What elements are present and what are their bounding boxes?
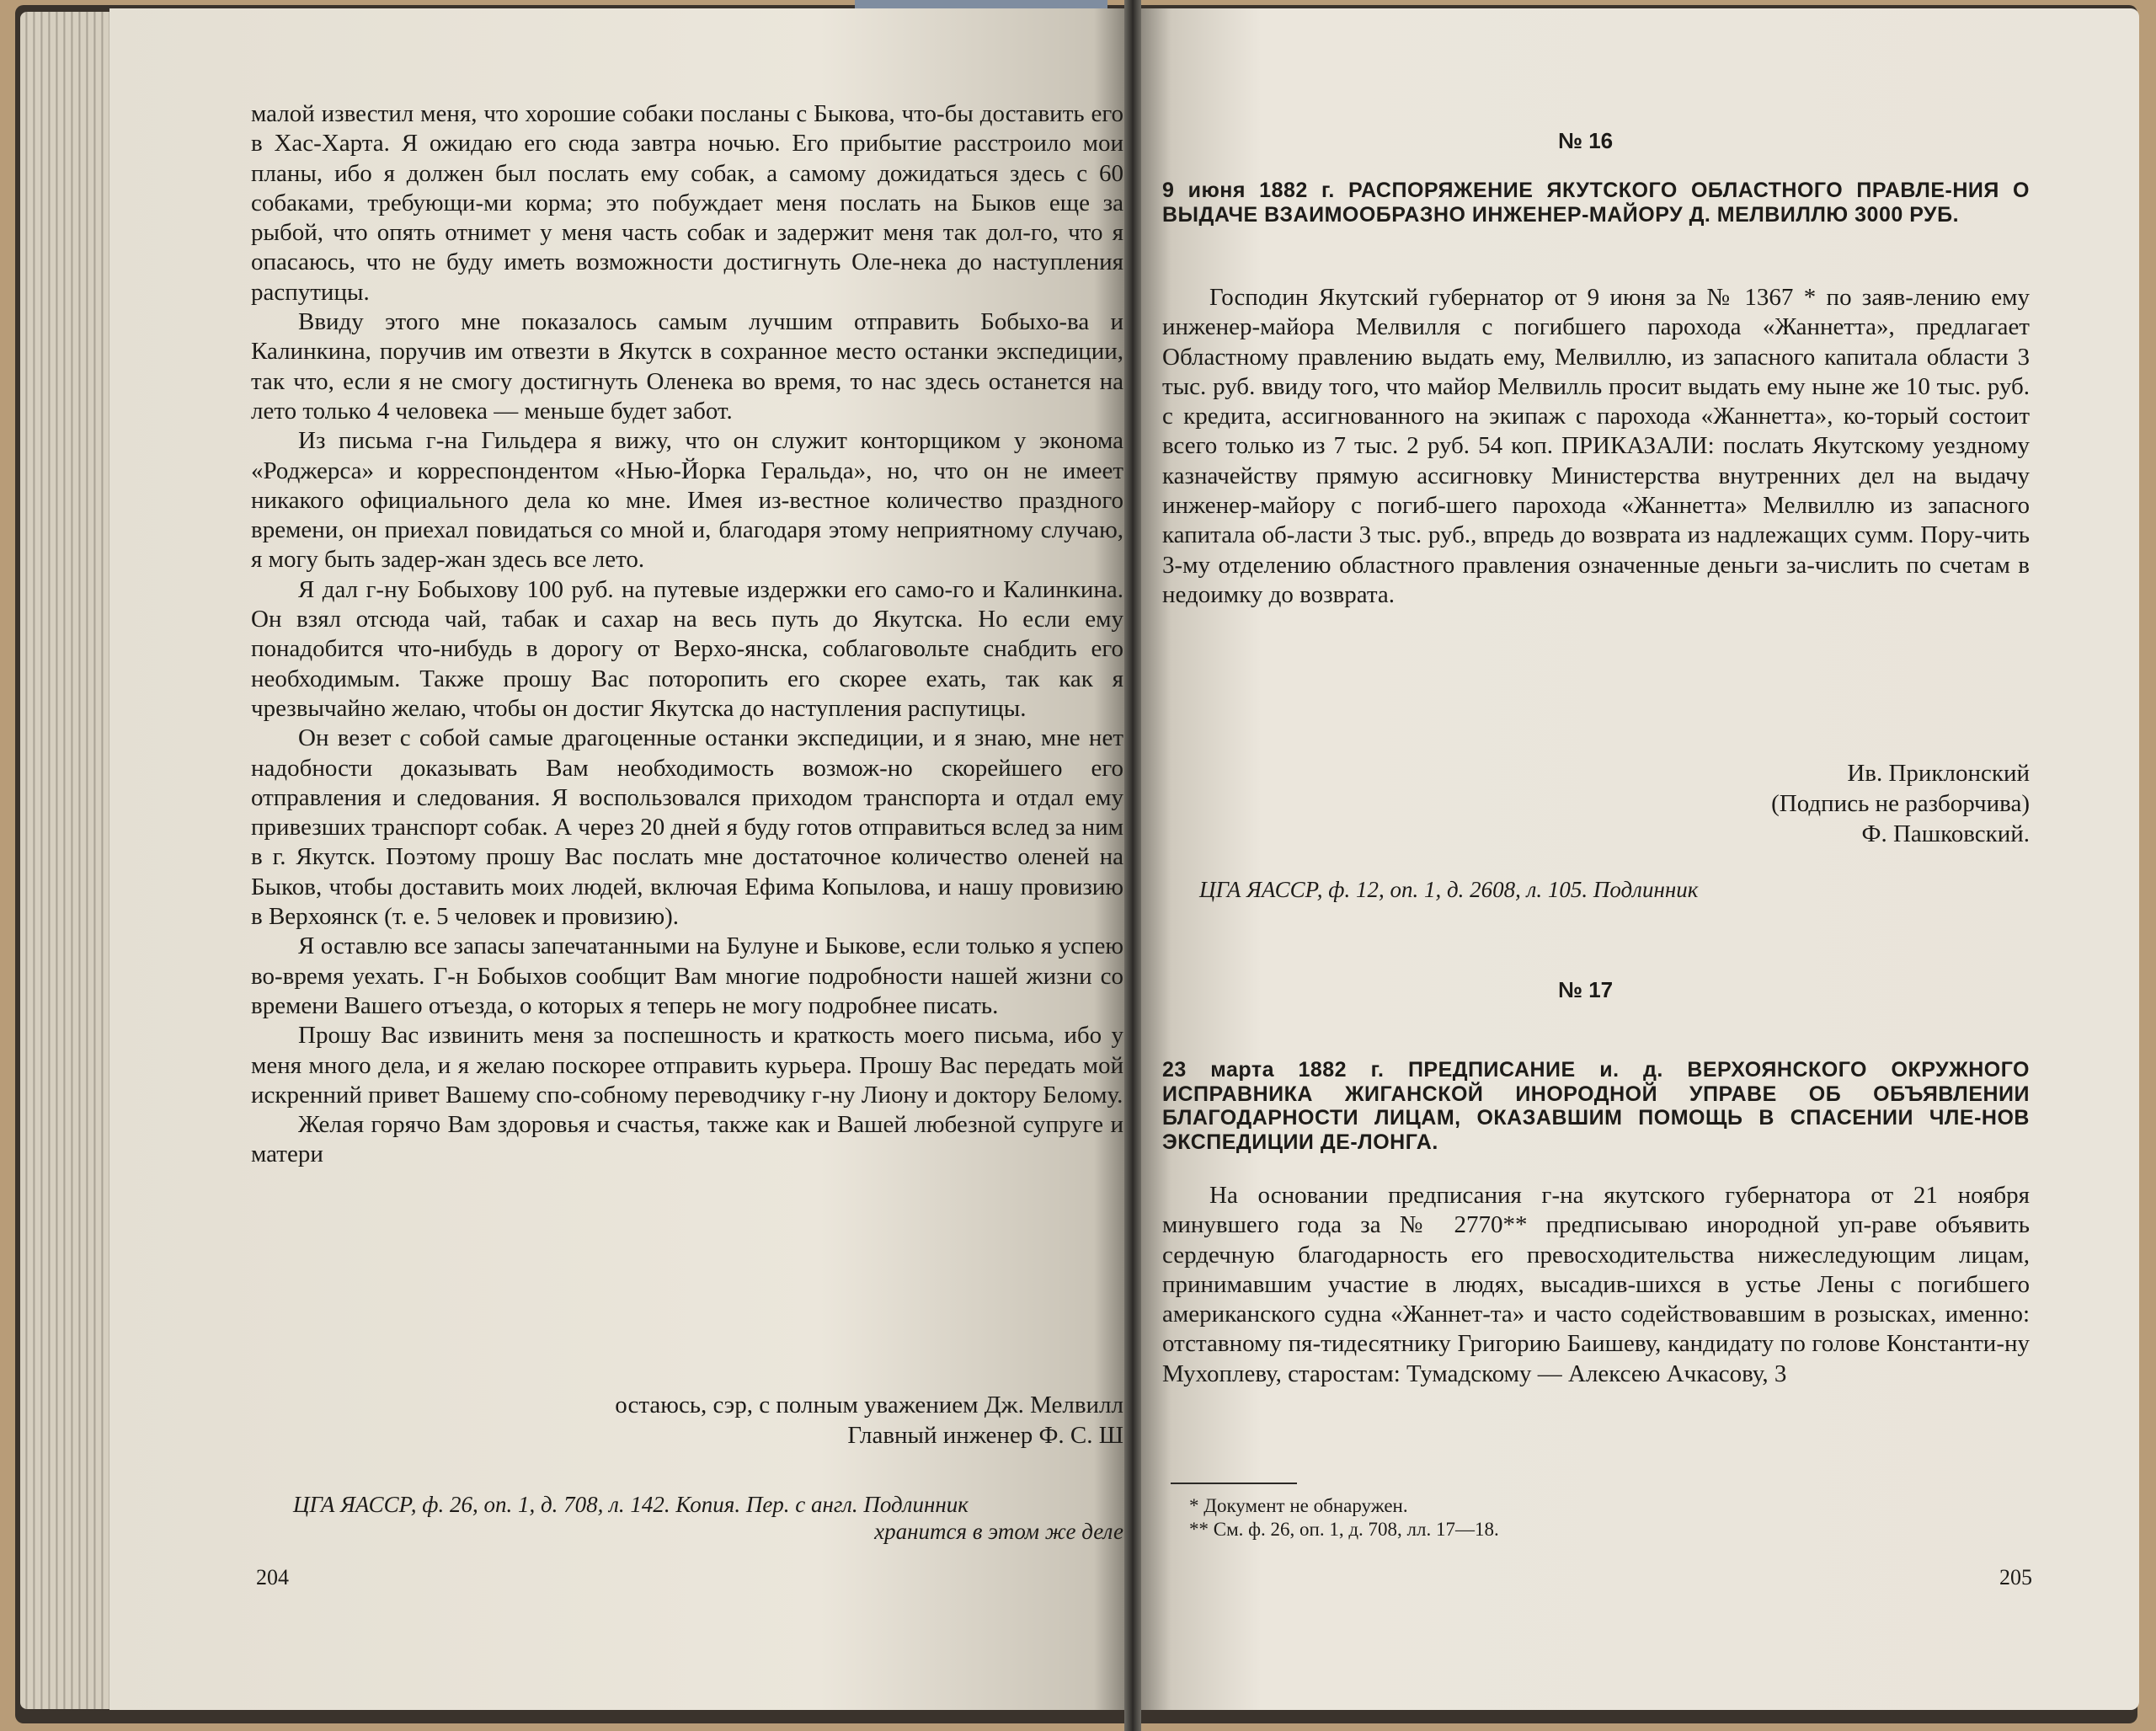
paragraph: Он везет с собой самые драгоценные останки экспедиции, и я знаю, мне нет надобности доказывать Вам необходимость возмож-но скорейшего его отправления и следования. Я воспользовался приходом транспорта и отдал ему привезших транспорт собак. А через 20 дней я буду готов отправиться вслед за ним в г. Якутск. Поэтому прошу Вас послать мне достаточное количество оленей на Быков, чтобы доставить моих людей, включая Ефима Копылова, и нашу провизию в Верхоянск (т. е. 5 человек и провизию). bbox=[251, 724, 1123, 931]
closing-signature: Главный инженер Ф. С. Ш bbox=[847, 1422, 1123, 1449]
signature: (Подпись не разборчива) bbox=[1771, 790, 2030, 817]
page-edges bbox=[20, 12, 121, 1709]
page-number: 204 bbox=[256, 1565, 289, 1589]
paragraph: Желая горячо Вам здоровья и счастья, также как и Вашей любезной супруге и матери bbox=[251, 1111, 1123, 1168]
footnote-divider bbox=[1171, 1483, 1297, 1484]
paragraph: Я оставлю все запасы запечатанными на Булуне и Быкове, если только я успею во-время уехать. Г-н Бобыхов сообщит Вам многие подробности нашей жизни со времени Вашего отъезда, о которых я теперь не могу подробнее писать. bbox=[251, 932, 1123, 1019]
source-citation bbox=[293, 1491, 1123, 1545]
signature: Ив. Приклонский bbox=[1847, 760, 2030, 787]
signatures bbox=[1516, 758, 2030, 849]
paragraph: Прошу Вас извинить меня за поспешность и краткость моего письма, ибо у меня много дела, и я желаю поскорее отправить курьера. Прошу Вас передать мой искренний привет Вашему спо-собному переводчику г-ну Лиону и доктору Белому. bbox=[251, 1022, 1123, 1109]
document-number: № 17 bbox=[1558, 977, 1614, 1002]
left-page-body bbox=[251, 99, 1123, 1170]
page-number: 205 bbox=[1999, 1565, 2032, 1589]
footnote: ** См. ф. 26, оп. 1, д. 708, лл. 17—18. bbox=[1189, 1519, 1499, 1540]
signature: Ф. Пашковский. bbox=[1861, 820, 2030, 847]
closing-line: остаюсь, сэр, с полным уважением Дж. Мелвилл bbox=[615, 1392, 1123, 1418]
source-citation: ЦГА ЯАССР, ф. 12, оп. 1, д. 2608, л. 105. Подлинник bbox=[1199, 877, 1699, 902]
paragraph: Я дал г-ну Бобыхову 100 руб. на путевые издержки его само-го и Калинкина. Он взял отсюда чай, табак и сахар на весь путь до Якутска. Но если ему понадобится что-нибудь в дорогу от Верхо-янска, соблаговольте снабдить его необходимым. Также прошу Вас поторопить его скорее ехать, так как я чрезвычайно желаю, чтобы он достиг Якутска до наступления распутицы. bbox=[251, 575, 1123, 722]
right-page bbox=[1141, 8, 2139, 1710]
document-number: № 16 bbox=[1558, 128, 1614, 153]
source-line: ЦГА ЯАССР, ф. 26, оп. 1, д. 708, л. 142. Копия. Пер. с англ. Подлинник bbox=[293, 1492, 969, 1517]
footnote: * Документ не обнаружен. bbox=[1189, 1495, 1408, 1516]
letter-closing bbox=[455, 1390, 1123, 1451]
book-gutter bbox=[1124, 0, 1141, 1731]
paragraph: Из письма г-на Гильдера я вижу, что он служит конторщиком у эконома «Роджерса» и корреспондентом «Нью-Йорка Геральда», но, что он не имеет никакого официального дела ко мне. Имея из-вестное количество праздного времени, он приехал повидаться со мной и, благодаря этому неприятному случаю, я могу быть задер-жан здесь все лето. bbox=[251, 427, 1123, 574]
paragraph: Господин Якутский губернатор от 9 июня за № 1367 * по заяв-лению ему инженер-майора Мелвилля с погибшего парохода «Жаннетта», предлагает Областному правлению выдать ему, Мелвиллю, из запасного капитала области 3 тыс. руб. ввиду того, что майор Мелвилль просит выдать ему ныне же 10 тыс. руб. с кредита, ассигнованного на экипаж с парохода «Жаннетта», ко-торый состоит всего только из 7 тыс. 2 руб. 54 коп. ПРИКАЗАЛИ: послать Якутскому уездному казначейству прямую ассигновку Министерства внутренних дел на выдачу инженер-майору с погиб-шего парохода «Жаннетта» Мелвиллю из запасного капитала об-ласти 3 тыс. руб., впредь до возврата из надлежащих сумм. Пору-чить 3-му отделению областного правления означенные деньги за-числить по счетам в недоимку до возврата. bbox=[1162, 284, 2030, 608]
document-body bbox=[1162, 1181, 2030, 1389]
document-body bbox=[1162, 283, 2030, 610]
paragraph: малой известил меня, что хорошие собаки посланы с Быкова, что-бы доставить его в Хас-Харта. Я ожидаю его сюда завтра ночью. Его прибытие расстроило мои планы, ибо я должен был послать ему собак, а самому дожидаться здесь с 60 собаками, требующи-ми корма; это побуждает меня послать на Быков еще за рыбой, что опять отнимет у меня часть собак и задержит меня так дол-го, что я опасаюсь, что не буду иметь возможности достигнуть Оле-нека до наступления распутицы. bbox=[251, 100, 1123, 306]
source-line: хранится в этом же деле bbox=[874, 1519, 1123, 1544]
document-heading: 9 июня 1882 г. РАСПОРЯЖЕНИЕ ЯКУТСКОГО ОБЛАСТНОГО ПРАВЛЕ-НИЯ О ВЫДАЧЕ ВЗАИМООБРАЗНО ИНЖЕНЕР-МАЙОРУ Д. МЕЛВИЛЛЮ 3000 РУБ. bbox=[1162, 179, 2030, 227]
document-heading: 23 марта 1882 г. ПРЕДПИСАНИЕ и. д. ВЕРХОЯНСКОГО ОКРУЖНОГО ИСПРАВНИКА ЖИГАНСКОЙ ИНОРОДНОЙ УПРАВЕ ОБ ОБЪЯВЛЕНИИ БЛАГОДАРНОСТИ ЛИЦАМ, ОКАЗАВШИМ ПОМОЩЬ В СПАСЕНИИ ЧЛЕ-НОВ ЭКСПЕДИЦИИ ДЕ-ЛОНГА. bbox=[1162, 1058, 2030, 1154]
paragraph: Ввиду этого мне показалось самым лучшим отправить Бобыхо-ва и Калинкина, поручив им отвезти в Якутск в сохранное место останки экспедиции, так что, если я не смогу достигнуть Оленека во время, то нас здесь останется на лето только 4 человека — меньше будет забот. bbox=[251, 308, 1123, 425]
paragraph: На основании предписания г-на якутского губернатора от 21 ноября минувшего года за № 2770** предписываю инородной уп-раве объявить сердечную благодарность его превосходительства нижеследующим лицам, принимавшим участие в людях, высадив-шихся в устье Лены с погибшего американского судна «Жаннет-та» и часто содействовавшим в розысках, именно: отставному пя-тидесятнику Григорию Баишеву, кандидату по голове Константи-ну Мухоплеву, старостам: Тумадскому — Алексею Ачкасову, 3 bbox=[1162, 1182, 2030, 1387]
footnotes bbox=[1189, 1494, 1947, 1541]
